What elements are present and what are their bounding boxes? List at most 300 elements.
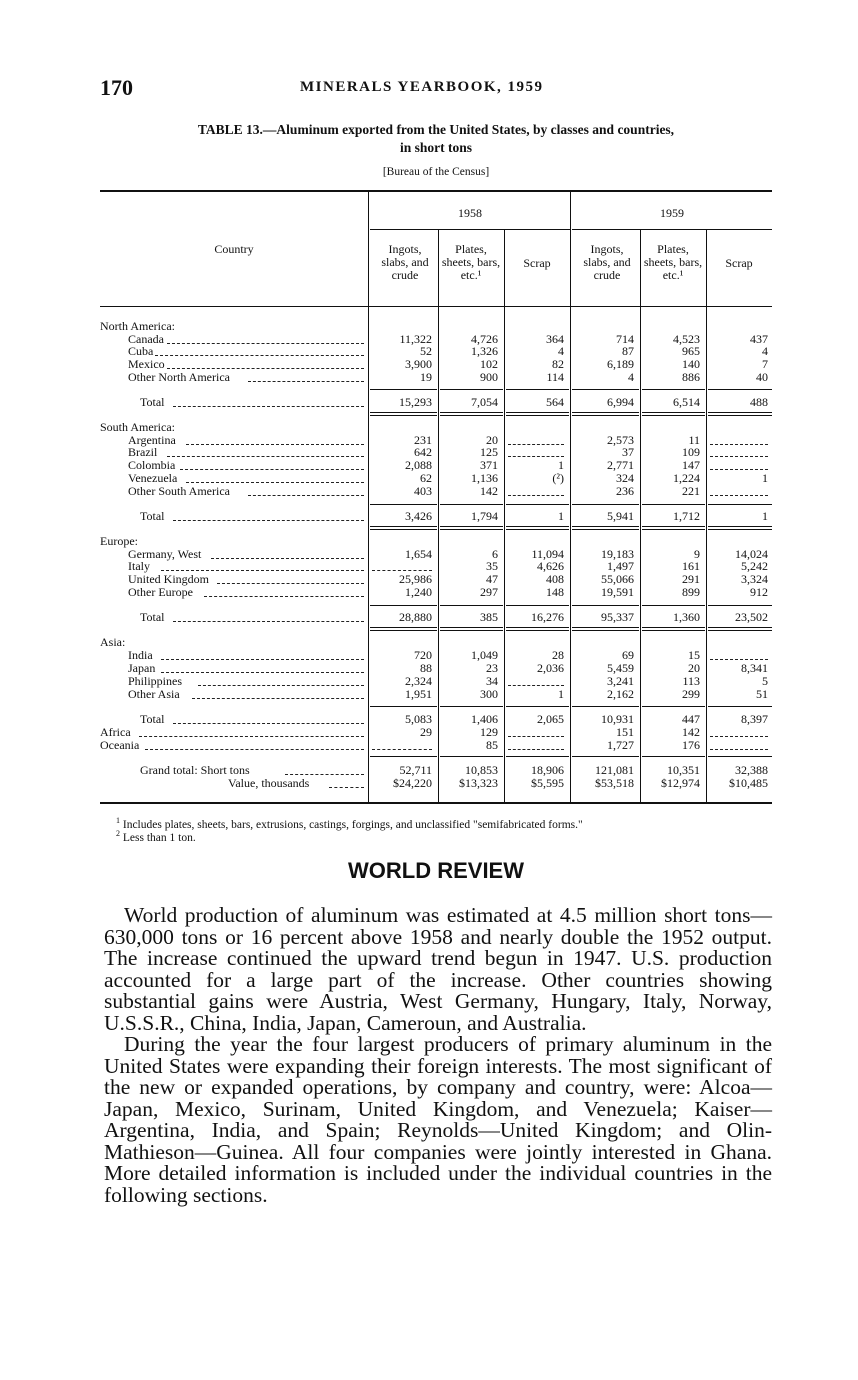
row-leader-dots xyxy=(173,520,364,521)
empty-cell-dashes xyxy=(508,444,564,445)
total-separator-rule xyxy=(440,529,503,530)
table-cell: $24,220 xyxy=(393,776,432,790)
table-cell: 2,324 xyxy=(405,674,432,688)
table-cell: 300 xyxy=(480,687,498,701)
total-separator-rule xyxy=(370,526,437,527)
column-header-country: Country xyxy=(214,242,254,256)
table-cell: $5,595 xyxy=(531,776,564,790)
table-cell: 15 xyxy=(688,648,700,662)
table-cell: 488 xyxy=(750,395,768,409)
column-header-plates-1958: Plates, sheets, bars, etc.¹ xyxy=(441,242,501,282)
empty-cell-dashes xyxy=(710,659,768,660)
table-cell: 2,573 xyxy=(607,433,634,447)
row-leader-dots xyxy=(285,774,364,775)
table-cell: 10,351 xyxy=(667,763,700,777)
total-separator-rule xyxy=(642,526,705,527)
row-leader-dots xyxy=(167,456,364,457)
table-cell: 642 xyxy=(414,445,432,459)
body-text xyxy=(104,905,772,1206)
table-cell: 9 xyxy=(694,547,700,561)
table-cell: 6 xyxy=(492,547,498,561)
table-cell: 364 xyxy=(546,332,564,346)
total-separator-rule xyxy=(506,706,569,707)
table-cell: 714 xyxy=(616,332,634,346)
empty-cell-dashes xyxy=(710,456,768,457)
table-cell: 6,994 xyxy=(607,395,634,409)
column-header-plates-1959: Plates, sheets, bars, etc.¹ xyxy=(643,242,703,282)
table-cell: 1 xyxy=(558,458,564,472)
row-label: Other Europe xyxy=(128,585,193,599)
table-cell: 1,951 xyxy=(405,687,432,701)
table-cell: 5 xyxy=(762,674,768,688)
table-cell: 4 xyxy=(558,344,564,358)
row-label: Germany, West xyxy=(128,547,202,561)
total-separator-rule xyxy=(572,630,639,631)
row-label: Colombia xyxy=(128,458,176,472)
total-separator-rule xyxy=(642,412,705,413)
total-separator-rule xyxy=(370,529,437,530)
total-separator-rule xyxy=(370,412,437,413)
total-separator-rule xyxy=(370,627,437,628)
table-cell: 52 xyxy=(420,344,432,358)
row-leader-dots xyxy=(161,672,364,673)
total-separator-rule xyxy=(440,756,503,757)
running-head: MINERALS YEARBOOK, 1959 xyxy=(300,79,544,95)
row-leader-dots xyxy=(173,723,364,724)
row-leader-dots xyxy=(204,596,364,597)
row-label: South America: xyxy=(100,420,175,434)
table-cell: 37 xyxy=(622,445,634,459)
total-separator-rule xyxy=(708,706,772,707)
empty-cell-dashes xyxy=(508,685,564,686)
table-cell: 720 xyxy=(414,648,432,662)
table-cell: 148 xyxy=(546,585,564,599)
row-leader-dots xyxy=(217,583,364,584)
total-separator-rule xyxy=(506,389,569,390)
table-cell: 85 xyxy=(486,738,498,752)
row-label: Europe: xyxy=(100,534,138,548)
table-cell: 20 xyxy=(688,661,700,675)
total-separator-rule xyxy=(708,504,772,505)
table-cell: $10,485 xyxy=(729,776,768,790)
table-cell: 28,880 xyxy=(399,610,432,624)
table-cell: 4,626 xyxy=(537,559,564,573)
year-underline-1958 xyxy=(370,229,570,230)
table-cell: 236 xyxy=(616,484,634,498)
footnote-2 xyxy=(116,828,196,844)
table-cell: 4,523 xyxy=(673,332,700,346)
empty-cell-dashes xyxy=(710,736,768,737)
row-label: Other North America xyxy=(128,370,230,384)
table-cell: 899 xyxy=(682,585,700,599)
table-cell: 371 xyxy=(480,458,498,472)
row-label: India xyxy=(128,648,153,662)
total-separator-rule xyxy=(440,415,503,416)
table-cell: 40 xyxy=(756,370,768,384)
table-cell: 35 xyxy=(486,559,498,573)
row-leader-dots xyxy=(161,659,364,660)
row-leader-dots xyxy=(248,495,364,496)
row-leader-dots xyxy=(186,444,364,445)
table-cell: 2,036 xyxy=(537,661,564,675)
table-cell: 6,189 xyxy=(607,357,634,371)
table-cell: 1,654 xyxy=(405,547,432,561)
total-separator-rule xyxy=(506,504,569,505)
row-leader-dots xyxy=(211,558,364,559)
row-label: Other Asia xyxy=(128,687,180,701)
row-label: Japan xyxy=(128,661,156,675)
table-cell: 87 xyxy=(622,344,634,358)
row-label: Brazil xyxy=(128,445,158,459)
empty-cell-dashes xyxy=(508,495,564,496)
table-cell: 19,591 xyxy=(601,585,634,599)
table-cell: 32,388 xyxy=(735,763,768,777)
total-separator-rule xyxy=(440,504,503,505)
header-bottom-rule xyxy=(100,306,772,307)
table-cell: 121,081 xyxy=(595,763,634,777)
row-label: Total xyxy=(140,610,165,624)
empty-cell-dashes xyxy=(372,570,432,571)
table-cell: 291 xyxy=(682,572,700,586)
total-separator-rule xyxy=(642,627,705,628)
row-leader-dots xyxy=(248,381,364,382)
table-cell: 447 xyxy=(682,712,700,726)
table-cell: 324 xyxy=(616,471,634,485)
table-cell: 1 xyxy=(762,471,768,485)
paragraph-1: World production of aluminum was estimated at 4.5 million short tons—630,000 tons or 16 percent above 1958 and nearly double the 1952 output. The increase continued the upward trend begun in 1947. U.S. production accounted for a large part of the increase. Other countries showing substantial gains were Austria, West Germany, Hungary, Italy, Norway, U.S.S.R., China, India, Japan, Cameroun, and Australia. xyxy=(104,903,772,1035)
row-label: Total xyxy=(140,712,165,726)
table-title-line2: in short tons xyxy=(399,140,472,155)
table-cell: 4 xyxy=(762,344,768,358)
table-cell: $13,323 xyxy=(459,776,498,790)
total-separator-rule xyxy=(708,526,772,527)
row-label: Grand total: Short tons xyxy=(140,763,250,777)
total-separator-rule xyxy=(708,627,772,628)
row-label: Asia: xyxy=(100,635,126,649)
total-separator-rule xyxy=(572,706,639,707)
table-cell: 8,341 xyxy=(741,661,768,675)
total-separator-rule xyxy=(572,412,639,413)
table-cell: 1,794 xyxy=(471,509,498,523)
total-separator-rule xyxy=(370,415,437,416)
empty-cell-dashes xyxy=(710,469,768,470)
empty-cell-dashes xyxy=(508,736,564,737)
table-cell: 23,502 xyxy=(735,610,768,624)
table-cell: 1 xyxy=(762,509,768,523)
table-cell: 403 xyxy=(414,484,432,498)
row-leader-dots xyxy=(139,736,364,737)
total-separator-rule xyxy=(642,415,705,416)
total-separator-rule xyxy=(440,526,503,527)
table-top-rule xyxy=(100,190,772,192)
table-source: [Bureau of the Census] xyxy=(382,166,490,178)
total-separator-rule xyxy=(506,627,569,628)
footnote-1-text: Includes plates, sheets, bars, extrusions, castings, forgings, and unclassified "semifabricated forms." xyxy=(122,818,583,831)
section-heading: WORLD REVIEW xyxy=(348,858,524,883)
total-separator-rule xyxy=(708,756,772,757)
table-cell: 1,406 xyxy=(471,712,498,726)
total-separator-rule xyxy=(642,529,705,530)
table-cell: (²) xyxy=(552,471,564,485)
table-cell: 95,337 xyxy=(601,610,634,624)
table-cell: 385 xyxy=(480,610,498,624)
table-cell: 408 xyxy=(546,572,564,586)
row-leader-dots xyxy=(186,482,364,483)
empty-cell-dashes xyxy=(710,749,768,750)
total-separator-rule xyxy=(708,605,772,606)
table-cell: 4 xyxy=(628,370,634,384)
table-cell: 437 xyxy=(750,332,768,346)
row-label: Philippines xyxy=(128,674,183,688)
table-cell: 221 xyxy=(682,484,700,498)
row-leader-dots xyxy=(329,787,364,788)
table-cell: 29 xyxy=(420,725,432,739)
table-bottom-rule xyxy=(100,802,772,804)
column-header-scrap-1959: Scrap xyxy=(725,256,753,270)
total-separator-rule xyxy=(440,706,503,707)
total-separator-rule xyxy=(642,706,705,707)
table-cell: 114 xyxy=(546,370,564,384)
table-cell: 10,853 xyxy=(465,763,498,777)
total-separator-rule xyxy=(506,529,569,530)
footnote-1-marker: 1 xyxy=(116,816,120,825)
total-separator-rule xyxy=(572,756,639,757)
row-leader-dots xyxy=(198,685,364,686)
table-cell: 900 xyxy=(480,370,498,384)
row-label: Africa xyxy=(100,725,131,739)
row-label: Other South America xyxy=(128,484,230,498)
table-cell: 2,771 xyxy=(607,458,634,472)
row-label: United Kingdom xyxy=(128,572,209,586)
table-cell: 5,242 xyxy=(741,559,768,573)
table-cell: 1,326 xyxy=(471,344,498,358)
table-cell: 102 xyxy=(480,357,498,371)
total-separator-rule xyxy=(370,504,437,505)
row-leader-dots xyxy=(145,749,364,750)
table-cell: 19,183 xyxy=(601,547,634,561)
page-number: 170 xyxy=(100,75,133,100)
table-cell: 4,726 xyxy=(471,332,498,346)
table-cell: 28 xyxy=(552,648,564,662)
table-cell: 129 xyxy=(480,725,498,739)
table-cell: 18,906 xyxy=(531,763,564,777)
total-separator-rule xyxy=(572,504,639,505)
total-separator-rule xyxy=(370,630,437,631)
row-leader-dots xyxy=(167,343,364,344)
total-separator-rule xyxy=(506,526,569,527)
column-header-ingots-1959: Ingots, slabs, and crude xyxy=(583,242,631,282)
table-cell: 11,322 xyxy=(399,332,432,346)
table-cell: 912 xyxy=(750,585,768,599)
row-label: Cuba xyxy=(128,344,154,358)
table-cell: 886 xyxy=(682,370,700,384)
table-cell: 6,514 xyxy=(673,395,700,409)
row-label: Italy xyxy=(128,559,150,573)
table-cell: 142 xyxy=(682,725,700,739)
paragraph-2: During the year the four largest producers of primary aluminum in the United States were expanding their foreign interests. The most significant of the new or expanded operations, by company and country, were: Alcoa—Japan, Mexico, Surinam, United Kingdom, and Venezuela; Kaiser—Argentina, India, and Spain; Reynolds—United Kingdom; and Olin-Mathieson—Guinea. All four companies were jointly interested in Ghana. More detailed information is included under the individual countries in the following sections. xyxy=(104,1032,772,1207)
table-cell: 88 xyxy=(420,661,432,675)
table-cell: $12,974 xyxy=(661,776,700,790)
total-separator-rule xyxy=(708,389,772,390)
table-cell: 1,136 xyxy=(471,471,498,485)
total-separator-rule xyxy=(642,630,705,631)
table-cell: 14,024 xyxy=(735,547,768,561)
table-cell: 1,360 xyxy=(673,610,700,624)
table-cell: 2,088 xyxy=(405,458,432,472)
column-rule xyxy=(368,192,369,802)
column-header-scrap-1958: Scrap xyxy=(523,256,551,270)
table-cell: 1,240 xyxy=(405,585,432,599)
table-cell: 113 xyxy=(682,674,700,688)
table-cell: 19 xyxy=(420,370,432,384)
total-separator-rule xyxy=(572,526,639,527)
empty-cell-dashes xyxy=(372,749,432,750)
table-cell: 3,900 xyxy=(405,357,432,371)
table-cell: 161 xyxy=(682,559,700,573)
row-label: Argentina xyxy=(128,433,176,447)
empty-cell-dashes xyxy=(508,456,564,457)
table-cell: 7,054 xyxy=(471,395,498,409)
column-header-year-1958: 1958 xyxy=(458,206,482,220)
total-separator-rule xyxy=(642,504,705,505)
total-separator-rule xyxy=(708,630,772,631)
table-cell: 176 xyxy=(682,738,700,752)
table-cell: 51 xyxy=(756,687,768,701)
total-separator-rule xyxy=(370,706,437,707)
row-label: Total xyxy=(140,509,165,523)
total-separator-rule xyxy=(440,389,503,390)
total-separator-rule xyxy=(506,756,569,757)
footnote-2-text: Less than 1 ton. xyxy=(122,831,196,844)
total-separator-rule xyxy=(642,605,705,606)
column-rule xyxy=(570,192,571,802)
total-separator-rule xyxy=(506,605,569,606)
table-cell: 52,711 xyxy=(399,763,432,777)
table-cell: 1,727 xyxy=(607,738,634,752)
table-cell: 8,397 xyxy=(741,712,768,726)
row-leader-dots xyxy=(173,406,364,407)
table-cell: 5,083 xyxy=(405,712,432,726)
total-separator-rule xyxy=(708,529,772,530)
table-cell: 15,293 xyxy=(399,395,432,409)
table-cell: 965 xyxy=(682,344,700,358)
row-leader-dots xyxy=(192,698,364,699)
table-cell: 3,426 xyxy=(405,509,432,523)
table-cell: 16,276 xyxy=(531,610,564,624)
total-separator-rule xyxy=(440,412,503,413)
table-cell: 5,941 xyxy=(607,509,634,523)
table-cell: 82 xyxy=(552,357,564,371)
total-separator-rule xyxy=(708,412,772,413)
total-separator-rule xyxy=(642,389,705,390)
table-cell: 299 xyxy=(682,687,700,701)
table-cell: 2,162 xyxy=(607,687,634,701)
table-cell: 231 xyxy=(414,433,432,447)
table-cell: 23 xyxy=(486,661,498,675)
table-cell: 1 xyxy=(558,687,564,701)
column-header-ingots-1958: Ingots, slabs, and crude xyxy=(381,242,429,282)
year-underline-1959 xyxy=(572,229,772,230)
table-cell: 7 xyxy=(762,357,768,371)
row-leader-dots xyxy=(180,469,364,470)
total-separator-rule xyxy=(506,412,569,413)
table-cell: 1,712 xyxy=(673,509,700,523)
table-cell: 3,241 xyxy=(607,674,634,688)
row-label: Mexico xyxy=(128,357,165,371)
table-cell: 25,986 xyxy=(399,572,432,586)
table-cell: 140 xyxy=(682,357,700,371)
table-title xyxy=(100,121,772,157)
total-separator-rule xyxy=(572,605,639,606)
table-cell: 151 xyxy=(616,725,634,739)
table-cell: 109 xyxy=(682,445,700,459)
row-label: Venezuela xyxy=(128,471,178,485)
total-separator-rule xyxy=(572,627,639,628)
table-cell: 11,094 xyxy=(531,547,564,561)
table-cell: 55,066 xyxy=(601,572,634,586)
table-cell: 142 xyxy=(480,484,498,498)
table-cell: 34 xyxy=(486,674,498,688)
row-leader-dots xyxy=(173,621,364,622)
column-header-year-1959: 1959 xyxy=(660,206,684,220)
total-separator-rule xyxy=(440,630,503,631)
total-separator-rule xyxy=(506,630,569,631)
table-cell: 10,931 xyxy=(601,712,634,726)
table-title-line1: TABLE 13.—Aluminum exported from the United States, by classes and countries, xyxy=(197,122,675,137)
table-cell: 1,049 xyxy=(471,648,498,662)
table-cell: 3,324 xyxy=(741,572,768,586)
table-cell: 47 xyxy=(486,572,498,586)
total-separator-rule xyxy=(370,389,437,390)
table-cell: 297 xyxy=(480,585,498,599)
row-label: Canada xyxy=(128,332,164,346)
table-cell: 20 xyxy=(486,433,498,447)
row-leader-dots xyxy=(167,368,364,369)
row-leader-dots xyxy=(161,570,364,571)
total-separator-rule xyxy=(642,756,705,757)
empty-cell-dashes xyxy=(710,495,768,496)
table-cell: 62 xyxy=(420,471,432,485)
row-leader-dots xyxy=(155,355,364,356)
table-cell: 11 xyxy=(688,433,700,447)
total-separator-rule xyxy=(370,756,437,757)
table-cell: 564 xyxy=(546,395,564,409)
total-separator-rule xyxy=(572,389,639,390)
table-cell: 1,224 xyxy=(673,471,700,485)
total-separator-rule xyxy=(506,415,569,416)
row-label: Total xyxy=(140,395,165,409)
table-cell: 1 xyxy=(558,509,564,523)
row-label: Oceania xyxy=(100,738,140,752)
total-separator-rule xyxy=(440,605,503,606)
table-cell: 1,497 xyxy=(607,559,634,573)
total-separator-rule xyxy=(370,605,437,606)
total-separator-rule xyxy=(708,415,772,416)
total-separator-rule xyxy=(440,627,503,628)
table-cell: 5,459 xyxy=(607,661,634,675)
empty-cell-dashes xyxy=(508,749,564,750)
table-cell: 2,065 xyxy=(537,712,564,726)
table-cell: 147 xyxy=(682,458,700,472)
table-cell: $53,518 xyxy=(595,776,634,790)
table-cell: 69 xyxy=(622,648,634,662)
table-cell: 125 xyxy=(480,445,498,459)
footnote-2-marker: 2 xyxy=(116,829,120,838)
total-separator-rule xyxy=(572,415,639,416)
row-label: North America: xyxy=(100,319,175,333)
empty-cell-dashes xyxy=(710,444,768,445)
row-label: Value, thousands xyxy=(228,776,310,790)
